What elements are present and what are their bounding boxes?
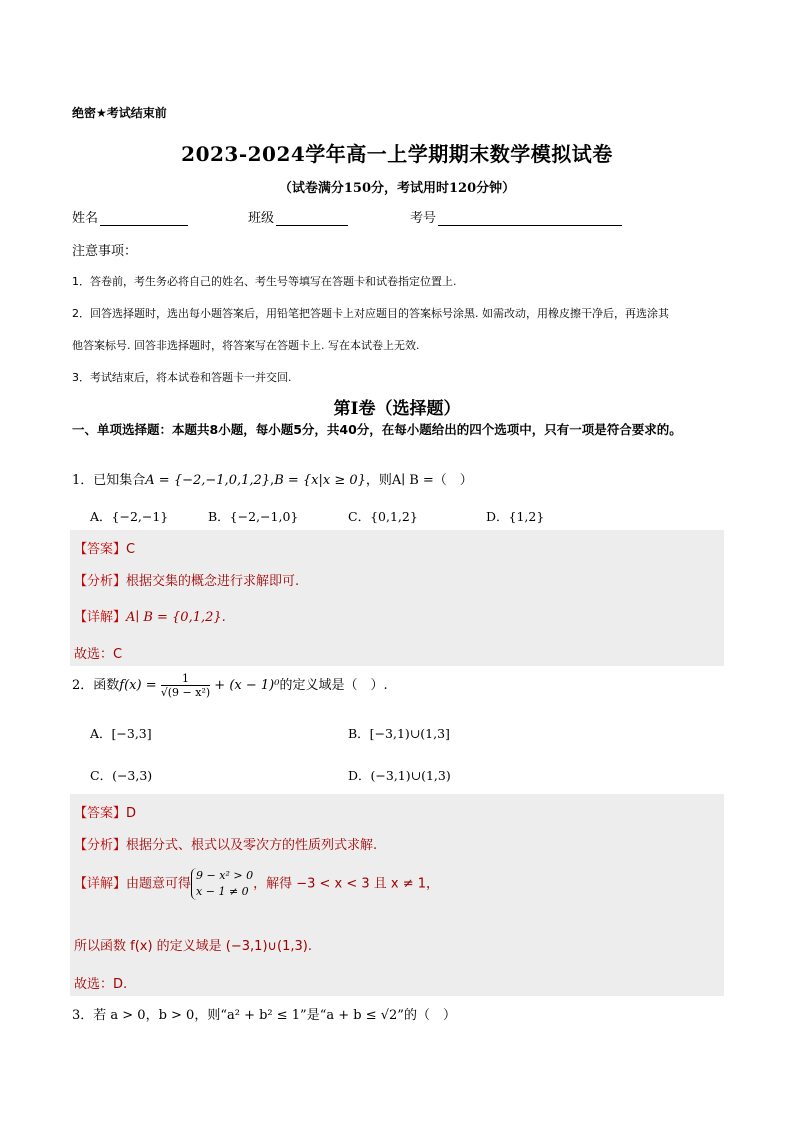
q2-answer-label: 【答案】: [74, 806, 127, 821]
q2-detail-label: 【详解】: [74, 876, 127, 892]
question-2: [72, 668, 388, 704]
q2-answer: [74, 802, 136, 821]
q2-option-a: A．[−3,3]: [90, 726, 152, 741]
name-field: [72, 207, 188, 226]
class-label: 班级: [248, 211, 275, 226]
q2-system-line-2: x − 1 ≠ 0: [196, 885, 249, 898]
q1-option-d: D．{1,2}: [486, 509, 545, 524]
exam-subtitle: （试卷满分150分，考试用时120分钟）: [278, 181, 516, 196]
section-title: 第I卷（选择题）: [333, 399, 461, 419]
q2-option-b: B．[−3,1)∪(1,3]: [348, 726, 450, 741]
class-field: [248, 207, 348, 226]
q2-option-d: D．(−3,1)∪(1,3): [348, 768, 451, 783]
q2-fraction: [161, 672, 210, 699]
q1-analysis: [74, 570, 299, 589]
question-1: 1．已知集合A = {−2,−1,0,1,2},B = {x|x ≥ 0}，则A∣ B =（ ）: [72, 473, 473, 488]
q1-conclusion: 故选：C: [74, 647, 123, 662]
q1-option-c: C．{0,1,2}: [348, 509, 418, 524]
q2-domain-line: 所以函数 f(x) 的定义域是 (−3,1)∪(1,3).: [74, 939, 312, 954]
number-label: 考号: [410, 211, 437, 226]
q1-detail-text: A∣ B = {0,1,2}.: [126, 610, 226, 625]
q1-analysis-label: 【分析】: [74, 574, 127, 589]
notice-item-3: 3．考试结束后，将本试卷和答题卡一并交回.: [72, 371, 292, 384]
q2-prefix: 2．函数: [72, 678, 120, 693]
q2-analysis: [74, 834, 377, 853]
q1-ask: ，则A∣ B =（ ）: [365, 473, 473, 488]
q2-conclusion: 故选：D.: [74, 977, 128, 992]
section-instructions: 一、单项选择题：本题共8小题，每小题5分，共40分，在每小题给出的四个选项中，只有一项是符合要求的。: [72, 422, 682, 437]
q1-answer-value: C: [126, 542, 136, 557]
q2-func: f(x) =: [119, 678, 157, 693]
q1-option-a: A．{−2,−1}: [90, 509, 169, 524]
notice-item-2-cont: 他答案标号. 回答非选择题时，将答案写在答题卡上. 写在本试卷上无效.: [72, 339, 420, 352]
q1-option-b: B．{−2,−1,0}: [208, 509, 299, 524]
q2-ask: 的定义域是（ ）.: [279, 678, 388, 693]
q1-solution-box: [70, 530, 724, 666]
q1-answer-label: 【答案】: [74, 542, 127, 557]
number-field: [410, 207, 622, 226]
q1-prefix: 1．已知集合: [72, 473, 146, 488]
q1-set-a: A = {−2,−1,0,1,2}: [145, 473, 271, 488]
q2-detail-pre: 由题意可得: [126, 876, 192, 892]
q1-detail: [74, 606, 226, 625]
q1-analysis-text: 根据交集的概念进行求解即可.: [126, 574, 300, 589]
notice-heading: 注意事项：: [72, 244, 138, 259]
q2-tail: + (x − 1)⁰: [214, 678, 280, 693]
q1-set-b: B = {x|x ≥ 0}: [274, 473, 366, 488]
q2-option-c: C．(−3,3): [90, 768, 153, 783]
q1-answer: [74, 538, 135, 557]
q2-detail-post: ，解得 −3 < x < 3 且 x ≠ 1，: [253, 876, 440, 892]
name-blank: [100, 211, 188, 226]
q2-numerator: 1: [161, 672, 210, 686]
q1-detail-label: 【详解】: [74, 610, 127, 625]
number-blank: [438, 211, 622, 226]
q2-detail: [74, 868, 439, 900]
q2-system: [191, 868, 253, 900]
class-blank: [276, 211, 348, 226]
notice-item-1: 1．答卷前，考生务必将自己的姓名、考生号等填写在答题卡和试卷指定位置上.: [72, 275, 457, 288]
q2-analysis-label: 【分析】: [74, 838, 127, 853]
confidential-mark: 绝密★考试结束前: [72, 106, 167, 120]
question-3: 3．若 a > 0，b > 0，则“a² + b² ≤ 1”是“a + b ≤ √2”的（ ）: [72, 1008, 456, 1023]
q2-system-line-1: 9 − x² > 0: [196, 869, 254, 882]
exam-title: 2023-2024学年高一上学期期末数学模拟试卷: [181, 142, 613, 166]
q2-answer-value: D: [126, 806, 137, 821]
notice-item-2: 2．回答选择题时，选出每小题答案后，用铅笔把答题卡上对应题目的答案标号涂黑. 如需改动，用橡皮擦干净后，再选涂其: [72, 307, 669, 320]
name-label: 姓名: [72, 211, 99, 226]
q2-denominator: √(9 − x²): [160, 686, 211, 699]
q2-analysis-text: 根据分式、根式以及零次方的性质列式求解.: [126, 838, 378, 853]
